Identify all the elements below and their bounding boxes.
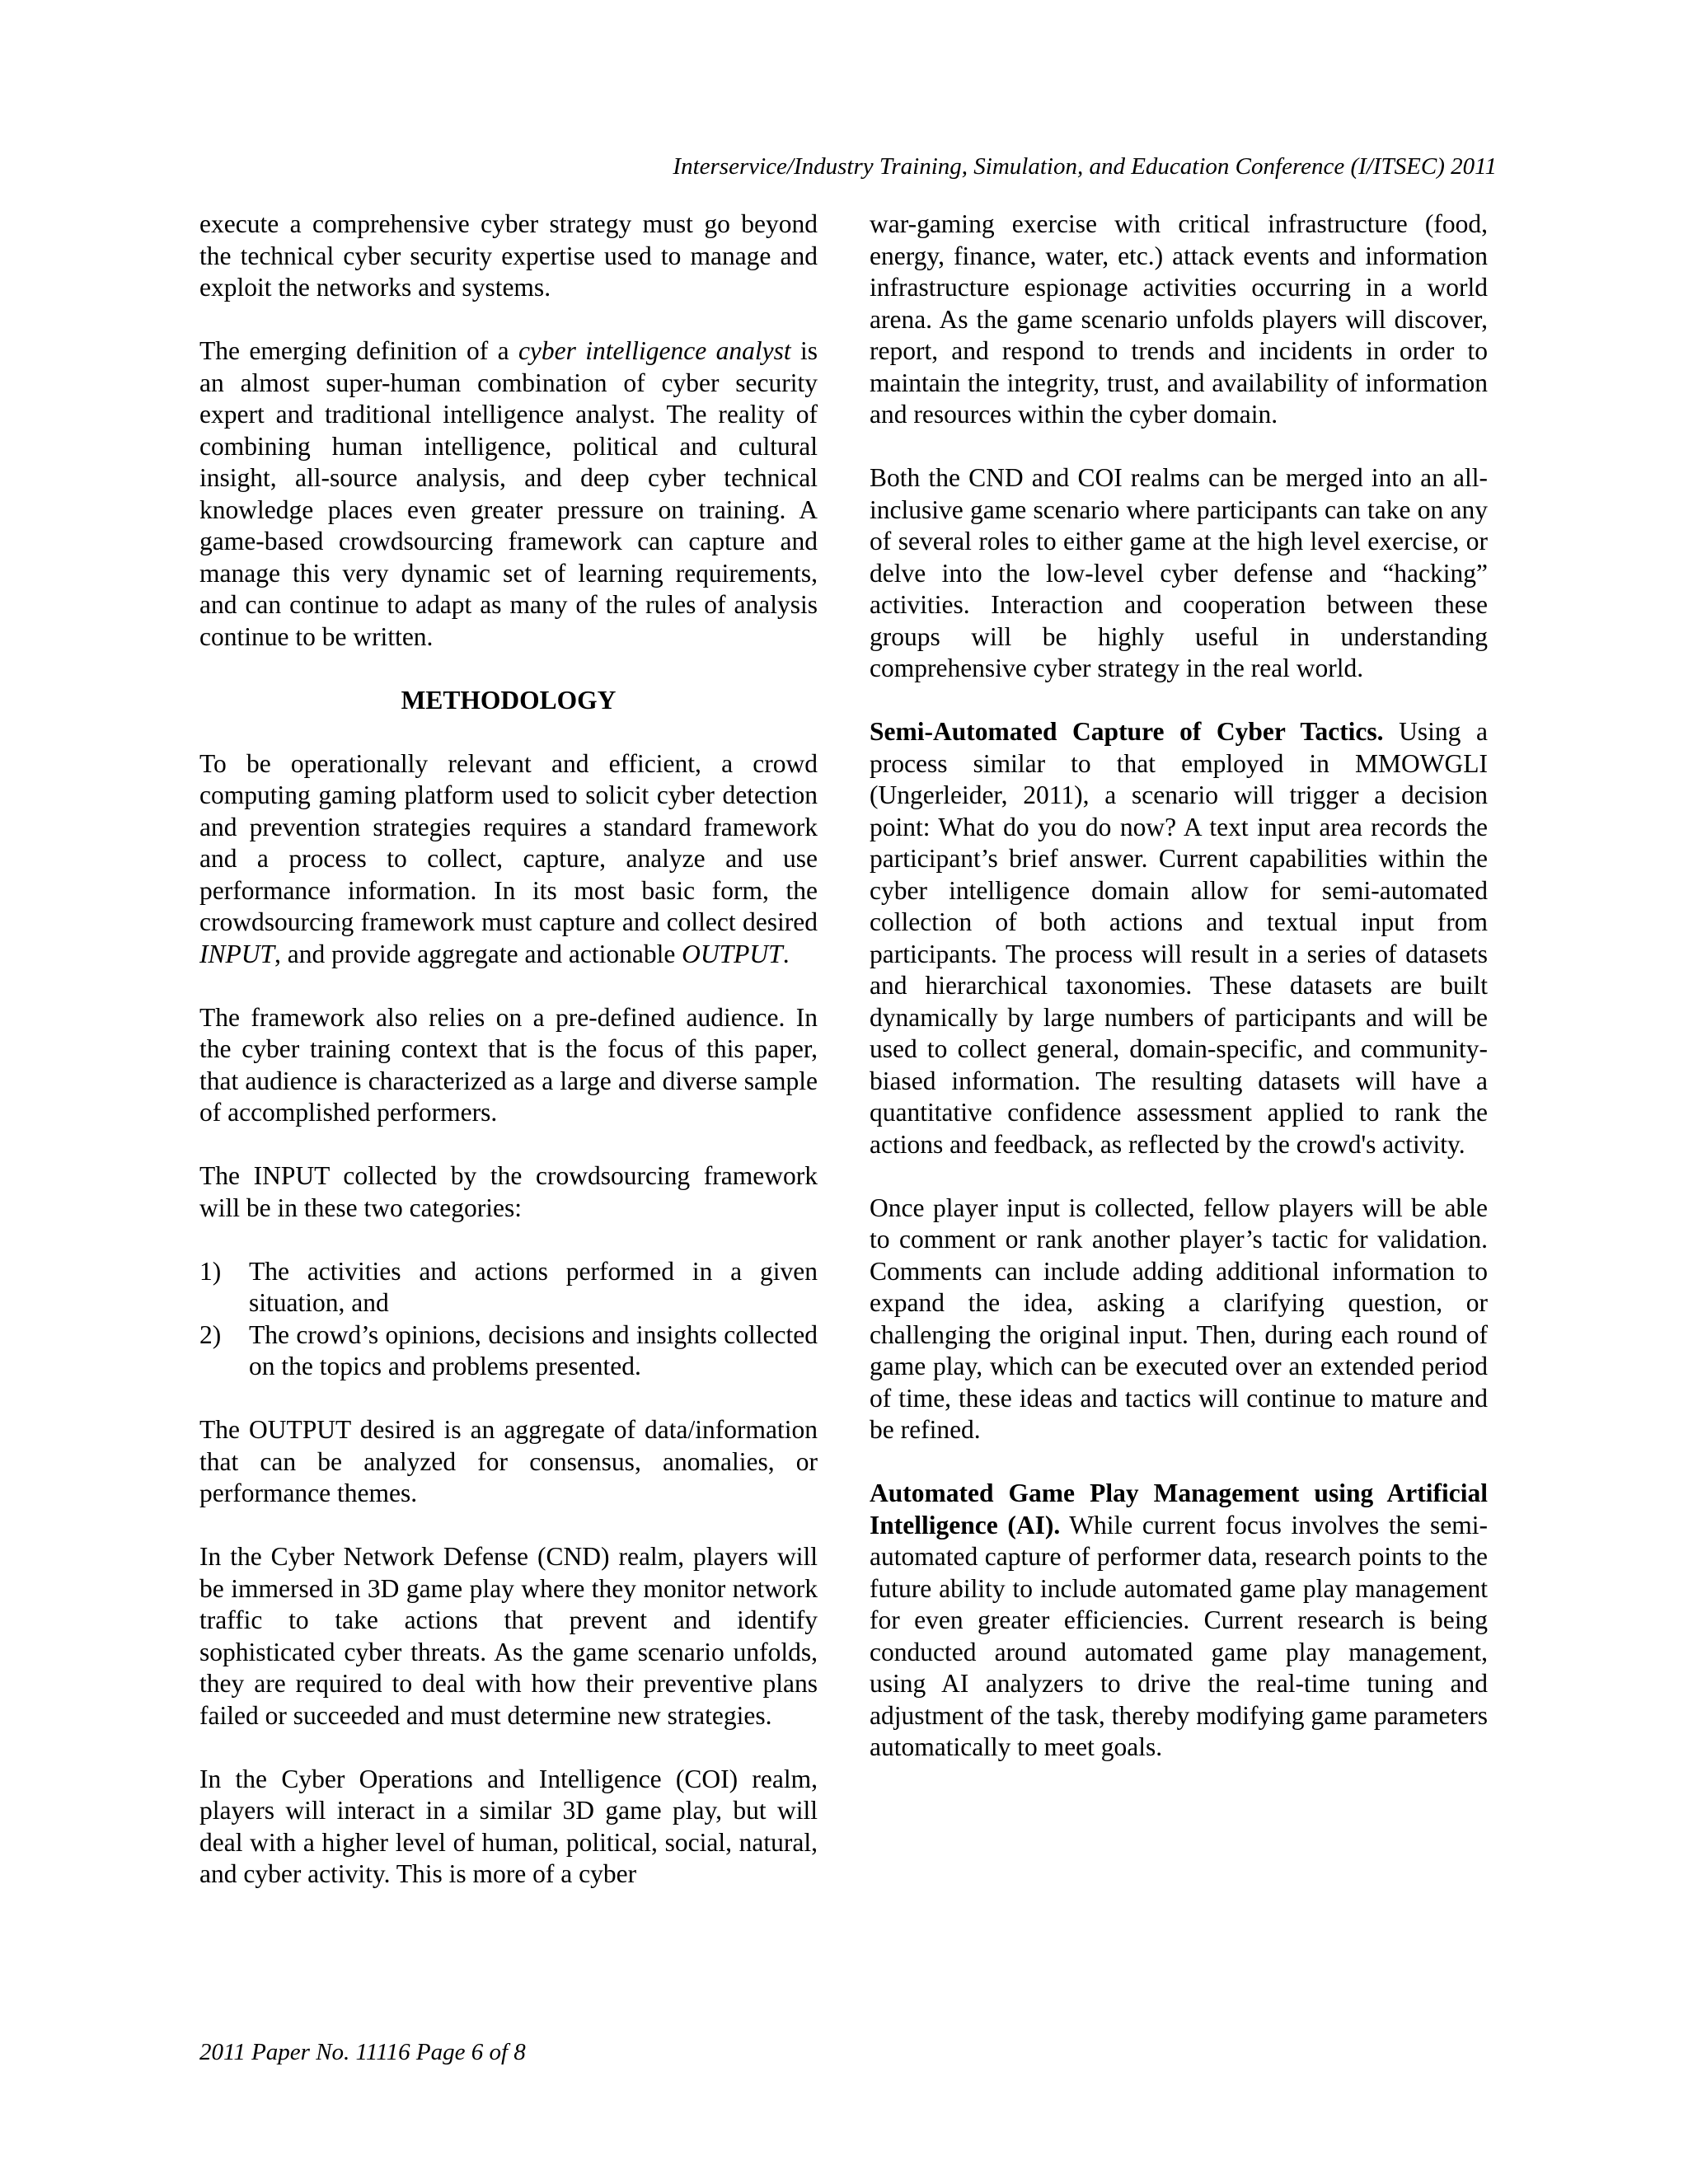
italic-output: OUTPUT <box>682 939 783 968</box>
text-run: While current focus involves the semi-automated capture of performer data, research points to the future ability to include automated game play management for even greater efficiencies. Current research is being conducted around automated game play management, using AI analyzers to drive the real-time tuning and adjustment of the task, thereby modifying game parameters automatically to meet goals. <box>870 1510 1489 1761</box>
list-number: 2) <box>199 1319 222 1349</box>
list-number: 1) <box>199 1256 222 1286</box>
list-item <box>199 1256 818 1319</box>
list-item-text: The activities and actions performed in a given situation, and <box>249 1256 818 1317</box>
paragraph-semi-automated-capture <box>870 716 1488 1160</box>
section-heading-methodology: METHODOLOGY <box>401 685 617 715</box>
text-run: Using a process similar to that employed in MMOWGLI (Ungerleider, 2011), a scenario will trigger a decision point: What do you do now? A text input area records the participant’s brief answer. Current capabilities within the cyber intelligence domain allow for semi-automated collection of both actions and textual input from participants. The process will result in a series of datasets and hierarchical taxonomies. These datasets are built dynamically by large numbers of participants and will be used to collect general, domain-specific, and community-biased information. The resulting datasets will have a quantitative confidence assessment applied to rank the actions and feedback, as reflected by the crowd's activity. <box>870 717 1488 1159</box>
paragraph-cnd-realm: In the Cyber Network Defense (CND) realm, players will be immersed in 3D game play where they monitor network traffic to take actions that prevent and identify sophisticated cyber threats. As the game scenario unfolds, they are required to deal with how their preventive plans failed or succeeded and must determine new strategies. <box>199 1542 818 1730</box>
text-run: is an almost super-human combination of cyber security expert and traditional intelligence analyst. The reality of combining human intelligence, political and cultural insight, all-source analysis, and deep cyber technical knowledge places even greater pressure on training. A game-based crowdsourcing framework can capture and manage this very dynamic set of learning requirements, and can continue to adapt as many of the rules of analysis continue to be written. <box>199 336 818 651</box>
paragraph-automated-game-play <box>870 1478 1488 1764</box>
run-in-heading: Semi-Automated Capture of Cyber Tactics. <box>870 717 1384 746</box>
list-item-text: The crowd’s opinions, decisions and insights collected on the topics and problems presented. <box>249 1319 818 1380</box>
italic-input: INPUT <box>199 939 275 968</box>
text-run: . <box>782 939 790 968</box>
input-category-list <box>199 1256 818 1383</box>
text-run: The emerging definition of a <box>199 336 518 365</box>
text-run: To be operationally relevant and efficient, a crowd computing gaming platform used to solicit cyber detection and prevention strategies requires a standard framework and a process to collect, capture, analyze and use performance information. In its most basic form, the crowdsourcing framework must capture and collect desired <box>199 748 818 936</box>
left-column <box>199 209 818 1891</box>
running-header: Interservice/Industry Training, Simulation, and Education Conference (I/ITSEC) 2011 <box>673 153 1497 180</box>
paragraph-input-categories: The INPUT collected by the crowdsourcing framework will be in these two categories: <box>199 1161 818 1222</box>
paragraph-player-input: Once player input is collected, fellow players will be able to comment or rank another player’s tactic for validation. Comments can include adding additional information to expand the idea, asking a clarifying question, or challenging the original input. Then, during each round of game play, which can be executed over an extended period of time, these ideas and tactics will continue to mature and be refined. <box>870 1193 1488 1444</box>
italic-term: cyber intelligence analyst <box>518 336 791 365</box>
paragraph-methodology <box>199 748 818 971</box>
paragraph-war-gaming: war-gaming exercise with critical infrastructure (food, energy, finance, water, etc.) attack events and information infrastructure espionage activities occurring in a world arena. As the game scenario unfolds players will discover, report, and respond to trends and incidents in order to maintain the integrity, trust, and availability of information and resources within the cyber domain. <box>870 209 1488 429</box>
paragraph-cyber-intelligence-analyst <box>199 335 818 653</box>
text-run: , and provide aggregate and actionable <box>274 939 682 968</box>
list-item <box>199 1319 818 1383</box>
right-column <box>870 209 1488 1764</box>
paragraph-coi-realm: In the Cyber Operations and Intelligence (COI) realm, players will interact in a similar 3D game play, but will deal with a higher level of human, political, social, natural, and cyber activity. This is more of a cyber <box>199 1764 818 1888</box>
paragraph-merged-realms: Both the CND and COI realms can be merged into an all-inclusive game scenario where participants can take on any of several roles to either game at the high level exercise, or delve into the low-level cyber defense and “hacking” activities. Interaction and cooperation between these groups will be highly useful in understanding comprehensive cyber strategy in the real world. <box>870 463 1488 682</box>
run-in-heading: Automated Game Play Management using Artificial Intelligence (AI). <box>870 1479 1488 1540</box>
paragraph-audience: The framework also relies on a pre-defined audience. In the cyber training context that is the focus of this paper, that audience is characterized as a large and diverse sample of accomplished performers. <box>199 1002 818 1127</box>
paragraph-intro-continuation: execute a comprehensive cyber strategy must go beyond the technical cyber security expertise used to manage and exploit the networks and systems. <box>199 209 818 302</box>
page-footer: 2011 Paper No. 11116 Page 6 of 8 <box>199 2039 526 2065</box>
paragraph-output: The OUTPUT desired is an aggregate of data/information that can be analyzed for consensus, anomalies, or performance themes. <box>199 1415 818 1507</box>
